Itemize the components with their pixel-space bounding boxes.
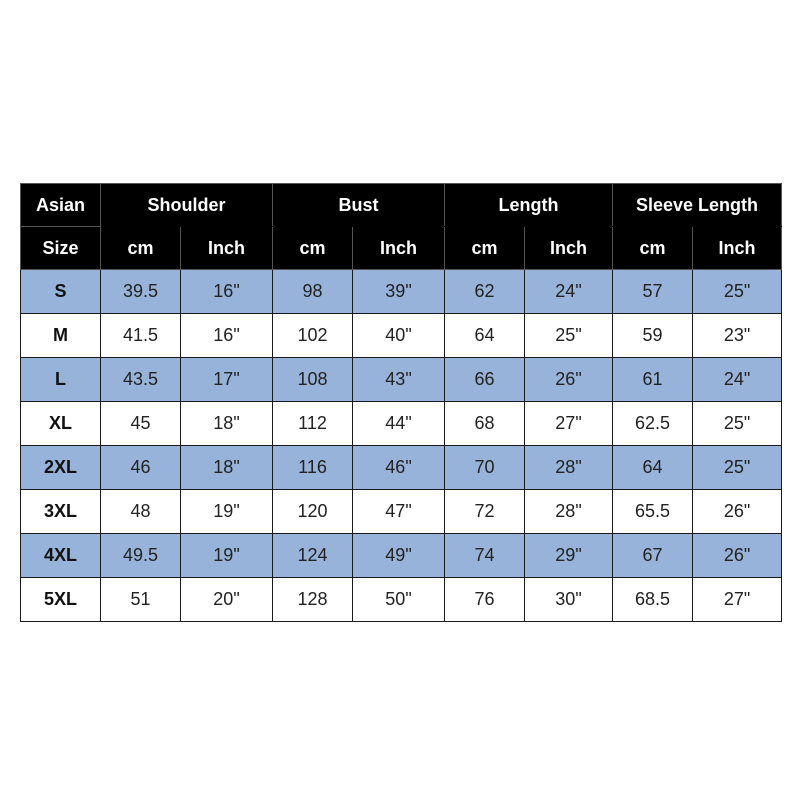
- table-cell: 65.5: [613, 490, 693, 534]
- table-cell: 25": [693, 446, 782, 490]
- table-cell: 70: [445, 446, 525, 490]
- table-cell: 49.5: [101, 534, 181, 578]
- table-cell: 18": [181, 402, 273, 446]
- table-cell: 24": [693, 358, 782, 402]
- table-cell: 64: [613, 446, 693, 490]
- table-cell: 25": [525, 314, 613, 358]
- table-cell: 62: [445, 270, 525, 314]
- table-cell: 45: [101, 402, 181, 446]
- size-label: 5XL: [21, 578, 101, 622]
- table-cell: 41.5: [101, 314, 181, 358]
- table-cell: 124: [273, 534, 353, 578]
- table-row: [21, 358, 782, 402]
- table-cell: 66: [445, 358, 525, 402]
- table-cell: 50": [353, 578, 445, 622]
- header-row-units: [21, 227, 782, 270]
- table-cell: 16": [181, 270, 273, 314]
- table-cell: 68.5: [613, 578, 693, 622]
- size-label: 2XL: [21, 446, 101, 490]
- size-label: 3XL: [21, 490, 101, 534]
- table-cell: 47": [353, 490, 445, 534]
- table-cell: 102: [273, 314, 353, 358]
- table-cell: 39": [353, 270, 445, 314]
- table-cell: 62.5: [613, 402, 693, 446]
- size-label: 4XL: [21, 534, 101, 578]
- table-cell: 76: [445, 578, 525, 622]
- table-cell: 27": [693, 578, 782, 622]
- table-cell: 68: [445, 402, 525, 446]
- header-corner-size: Size: [21, 227, 101, 270]
- size-chart-table: [20, 183, 782, 622]
- table-cell: 59: [613, 314, 693, 358]
- header-length: Length: [445, 184, 613, 227]
- size-label: XL: [21, 402, 101, 446]
- header-unit-cm: cm: [101, 227, 181, 270]
- table-cell: 24": [525, 270, 613, 314]
- table-cell: 108: [273, 358, 353, 402]
- table-cell: 19": [181, 534, 273, 578]
- table-cell: 25": [693, 270, 782, 314]
- table-cell: 72: [445, 490, 525, 534]
- size-label: M: [21, 314, 101, 358]
- table-cell: 112: [273, 402, 353, 446]
- table-cell: 44": [353, 402, 445, 446]
- table-cell: 26": [693, 534, 782, 578]
- table-cell: 46: [101, 446, 181, 490]
- header-unit-inch: Inch: [353, 227, 445, 270]
- table-cell: 67: [613, 534, 693, 578]
- table-cell: 28": [525, 490, 613, 534]
- table-cell: 40": [353, 314, 445, 358]
- table-cell: 57: [613, 270, 693, 314]
- header-corner-asian: Asian: [21, 184, 101, 227]
- table-row: [21, 534, 782, 578]
- table-cell: 64: [445, 314, 525, 358]
- table-cell: 39.5: [101, 270, 181, 314]
- header-row-measurements: [21, 184, 782, 227]
- table-cell: 28": [525, 446, 613, 490]
- table-cell: 49": [353, 534, 445, 578]
- header-sleeve-length: Sleeve Length: [613, 184, 782, 227]
- table-row: [21, 446, 782, 490]
- table-cell: 128: [273, 578, 353, 622]
- table-cell: 43": [353, 358, 445, 402]
- table-cell: 46": [353, 446, 445, 490]
- table-cell: 17": [181, 358, 273, 402]
- header-unit-cm: cm: [613, 227, 693, 270]
- header-unit-inch: Inch: [181, 227, 273, 270]
- table-cell: 74: [445, 534, 525, 578]
- header-bust: Bust: [273, 184, 445, 227]
- table-cell: 51: [101, 578, 181, 622]
- table-cell: 116: [273, 446, 353, 490]
- table-cell: 18": [181, 446, 273, 490]
- header-unit-cm: cm: [445, 227, 525, 270]
- table-cell: 43.5: [101, 358, 181, 402]
- table-row: [21, 402, 782, 446]
- table-cell: 26": [525, 358, 613, 402]
- table-row: [21, 578, 782, 622]
- header-shoulder: Shoulder: [101, 184, 273, 227]
- table-cell: 19": [181, 490, 273, 534]
- table-cell: 20": [181, 578, 273, 622]
- table-cell: 61: [613, 358, 693, 402]
- header-unit-inch: Inch: [525, 227, 613, 270]
- table-cell: 29": [525, 534, 613, 578]
- table-cell: 120: [273, 490, 353, 534]
- table-cell: 23": [693, 314, 782, 358]
- table-cell: 48: [101, 490, 181, 534]
- header-unit-inch: Inch: [693, 227, 782, 270]
- table-row: [21, 490, 782, 534]
- size-label: L: [21, 358, 101, 402]
- table-cell: 27": [525, 402, 613, 446]
- table-row: [21, 314, 782, 358]
- header-unit-cm: cm: [273, 227, 353, 270]
- table-cell: 25": [693, 402, 782, 446]
- size-label: S: [21, 270, 101, 314]
- table-cell: 16": [181, 314, 273, 358]
- table-cell: 98: [273, 270, 353, 314]
- table-cell: 30": [525, 578, 613, 622]
- table-cell: 26": [693, 490, 782, 534]
- table-row: [21, 270, 782, 314]
